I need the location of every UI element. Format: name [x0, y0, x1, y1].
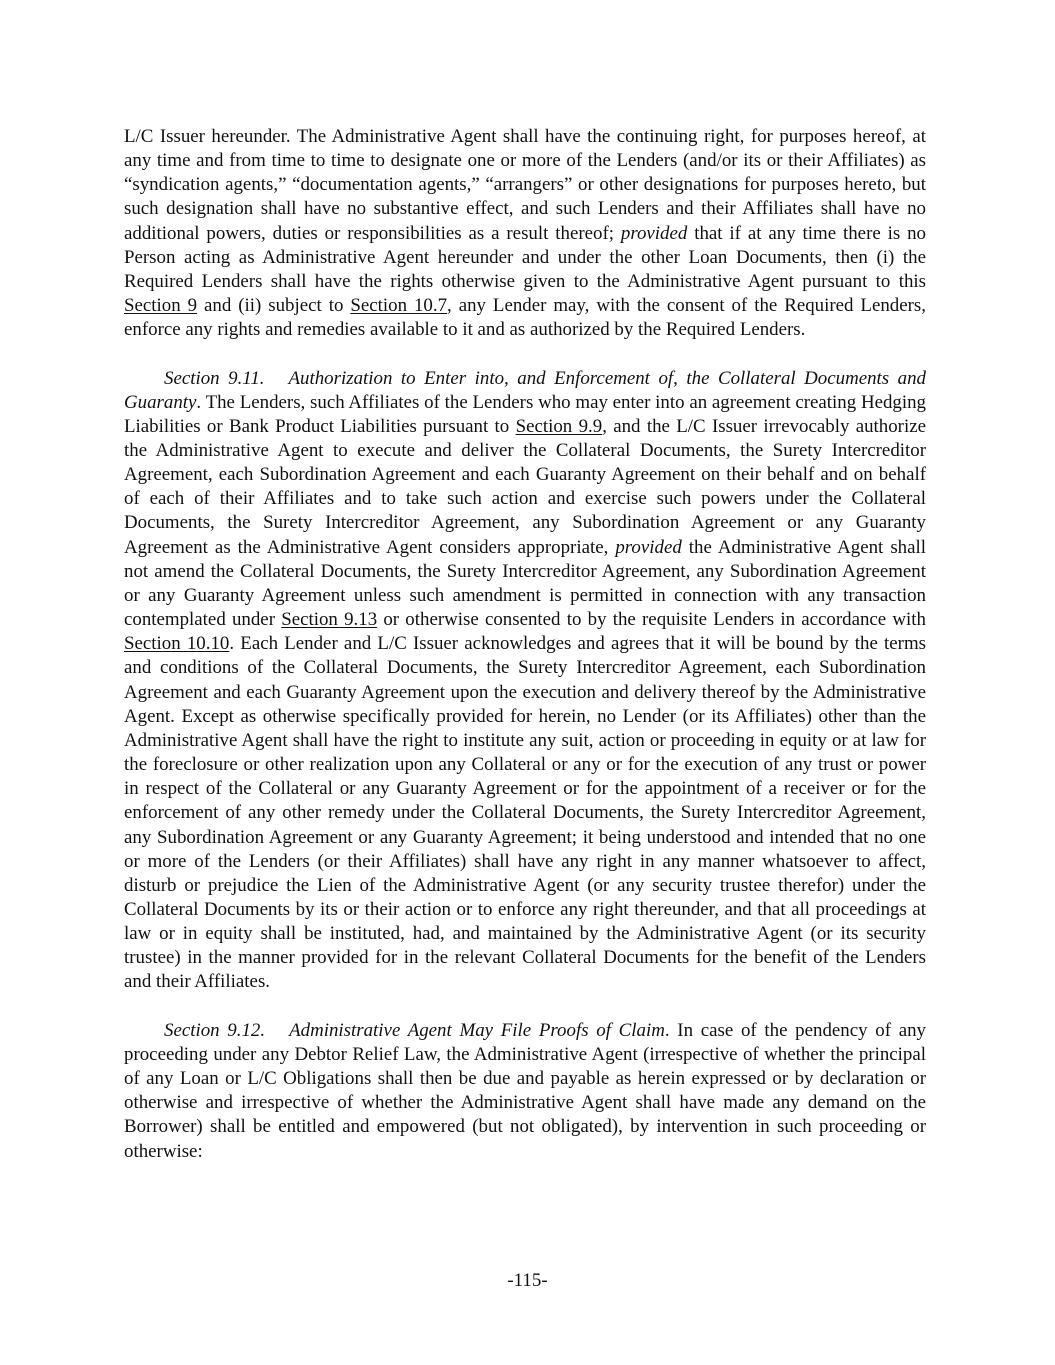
section-reference: Section 10.10 — [124, 633, 230, 655]
document-page — [124, 125, 926, 1164]
paragraph-text: and (ii) subject to — [197, 295, 351, 317]
section-9-11 — [124, 367, 926, 995]
section-number: Section 9.11. — [164, 367, 265, 389]
section-heading — [164, 1020, 665, 1041]
section-reference: Section 9.13 — [281, 609, 378, 631]
section-reference: Section 10.7 — [350, 295, 448, 317]
paragraph-text: . In case of the pendency of any proceeding under any Debtor Relief Law, the Administrative Agent (irrespective of whether the principal of any Loan or L/C Obligations shall then be due and payable as herein expressed or by declaration or otherwise and irrespective of whether the Administrative Agent shall have made any demand on the Borrower) shall be entitled and empowered (but not obligated), by intervention in such proceeding or otherwise: — [124, 1019, 926, 1162]
section-reference: Section 9.9 — [515, 415, 603, 437]
paragraph-continuation — [124, 125, 926, 342]
section-reference: Section 9 — [124, 295, 198, 317]
page-number: -115- — [507, 1270, 548, 1291]
section-title: Authorization to Enter into, and Enforcement of, the Collateral Documents and Guaranty — [124, 367, 927, 413]
paragraph-text: L/C Issuer hereunder. The Administrative Agent shall have the continuing right, for purposes hereof, at any time and from time to time to designate one or more of the Lenders (and/or its or their Affiliates) as “syndication agents,” “documentation agents,” “arrangers” or other designations for purposes hereto, but such designation shall have no substantive effect, and such Lenders and their Affiliates shall have no additional powers, duties or responsibilities as a result thereof; — [124, 126, 926, 244]
paragraph-text: , any Lender may, with the consent of the Required Lenders, enforce any rights and remedies available to it and as authorized by the Required Lenders. — [124, 295, 926, 341]
paragraph-text: the Administrative Agent shall not amend the Collateral Documents, the Surety Intercreditor Agreement, any Subordination Agreement or any Guaranty Agreement unless such amendment is permitted in connection with any transaction contemplated under — [124, 536, 926, 631]
paragraph-text: . Each Lender and L/C Issuer acknowledges and agrees that it will be bound by the terms and conditions of the Collateral Documents, the Surety Intercreditor Agreement, each Subordination Agreement and each Guaranty Agreement upon the execution and delivery thereof by the Administrative Agent. Except as otherwise specifically provided for herein, no Lender (or its Affiliates) other than the Administrative Agent shall have the right to institute any suit, action or proceeding in equity or at law for the foreclosure or other realization upon any Collateral or any or for the execution of any trust or power in respect of the Collateral or any Guaranty Agreement or for the appointment of a receiver or for the enforcement of any other remedy under the Collateral Documents, the Surety Intercreditor Agreement, any Subordination Agreement or any Guaranty Agreement; it being understood and intended that no one or more of the Lenders (or their Affiliates) shall have any right in any manner whatsoever to affect, disturb or prejudice the Lien of the Administrative Agent (or any security trustee therefor) under the Collateral Documents by its or their action or to enforce any right thereunder, and that all proceedings at law or in equity shall be instituted, had, and maintained by the Administrative Agent (or its security trustee) in the manner provided for in the relevant Collateral Documents for the benefit of the Lenders and their Affiliates. — [124, 633, 926, 993]
section-title: Administrative Agent May File Proofs of Claim — [289, 1019, 665, 1041]
provided-term: provided — [615, 536, 682, 558]
paragraph-text: , and the L/C Issuer irrevocably authorize the Administrative Agent to execute and deliver the Collateral Documents, the Surety Intercreditor Agreement, each Subordination Agreement and each Guaranty Agreement on their behalf and on behalf of each of their Affiliates and to take such action and exercise such powers under the Collateral Documents, the Surety Intercreditor Agreement, any Subordination Agreement or any Guaranty Agreement as the Administrative Agent considers appropriate, — [124, 415, 926, 558]
section-9-12 — [124, 1019, 926, 1164]
paragraph-text: or otherwise consented to by the requisite Lenders in accordance with — [377, 609, 926, 631]
provided-term: provided — [620, 222, 688, 244]
paragraph-text: that if at any time there is no Person acting as Administrative Agent hereunder and under the other Loan Documents, then (i) the Required Lenders shall have the rights otherwise given to the Administrative Agent pursuant to this — [124, 222, 927, 292]
section-number: Section 9.12. — [164, 1019, 266, 1041]
paragraph-text: . The Lenders, such Affiliates of the Lenders who may enter into an agreement creating Hedging Liabilities or Bank Product Liabilities pursuant to — [124, 391, 926, 437]
